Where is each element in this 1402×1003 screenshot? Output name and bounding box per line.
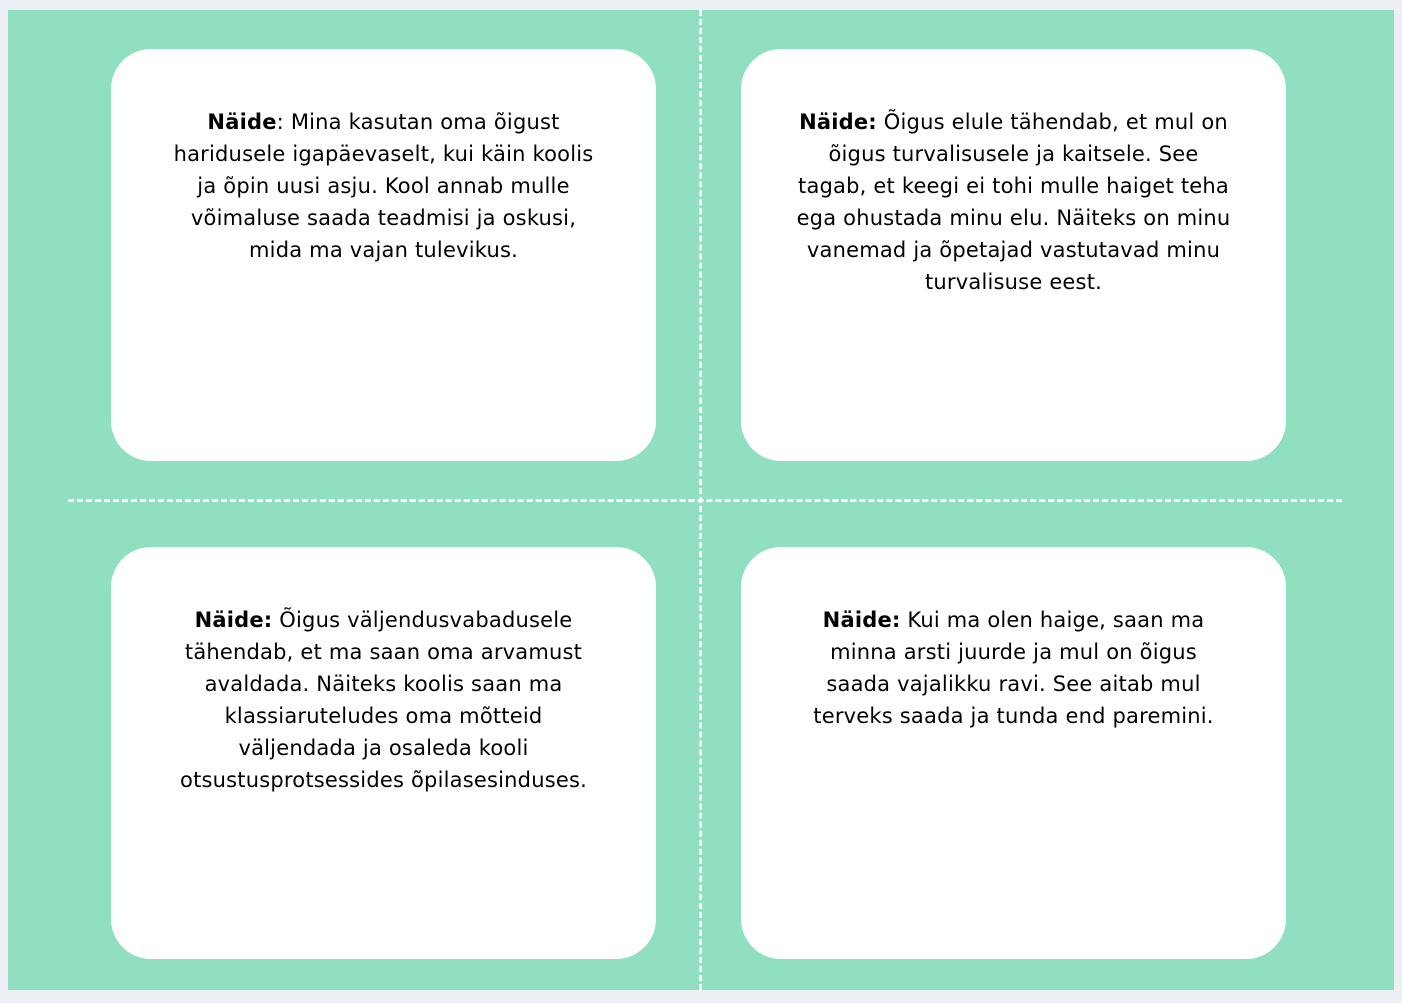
example-card-education [111,49,656,461]
horizontal-cut-line [68,499,1342,502]
card-label: Näide [207,110,277,134]
card-label: Näide: [799,110,877,134]
card-text: Õigus väljendusvabadusele tähendab, et ma saan oma arvamust avaldada. Näiteks koolis saan ma klassiaruteludes oma mõtteid väljendada ja osaleda kooli otsustusprotsessides õpilasesinduses. [180,608,587,792]
card-label: Näide: [194,608,273,632]
card-text: Kui ma olen haige, saan ma minna arsti juurde ja mul on õigus saada vajalikku ravi. See aitab mul terveks saada ja tunda end paremini. [813,608,1214,728]
card-label: Näide: [822,608,901,632]
card-separator [877,110,884,134]
example-card-right-to-life [741,49,1286,461]
example-card-health-care [741,547,1286,959]
card-separator: : [276,110,291,134]
example-card-freedom-of-expression [111,547,656,959]
card-sheet [8,10,1394,990]
card-text: Mina kasutan oma õigust haridusele igapäevaselt, kui käin koolis ja õpin uusi asju. Kool annab mulle võimaluse saada teadmisi ja oskusi, mida ma vajan tulevikus. [173,110,594,262]
card-text: Õigus elule tähendab, et mul on õigus turvalisusele ja kaitsele. See tagab, et keegi ei tohi mulle haiget teha ega ohustada minu elu. Näiteks on minu vanemad ja õpetajad vastutavad minu turvalisuse eest. [796,110,1231,294]
